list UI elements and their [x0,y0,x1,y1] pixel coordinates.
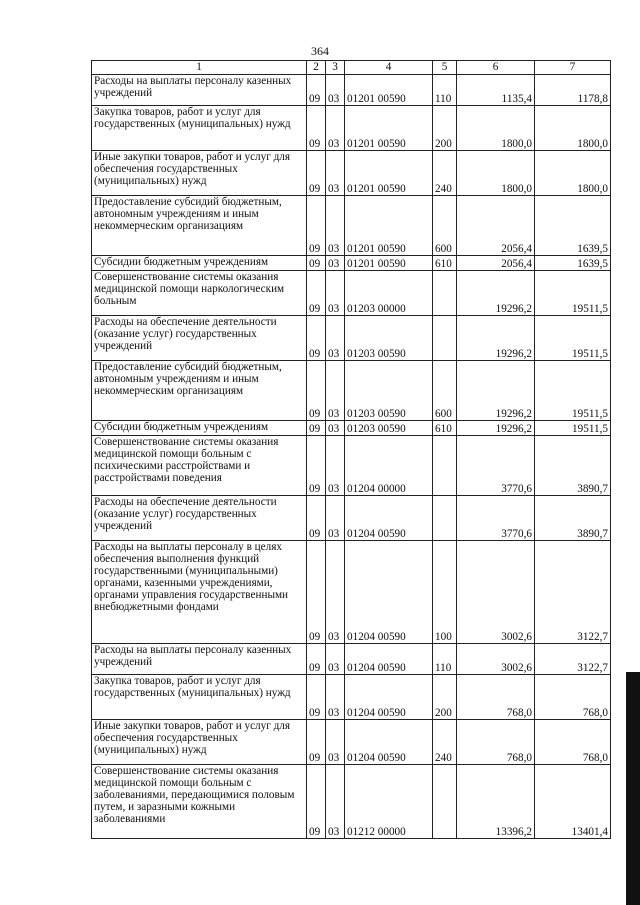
cell-c3: 03 [326,151,345,196]
cell-c4: 01204 00590 [345,541,433,644]
col-header: 3 [326,61,345,75]
cell-c4: 01204 00590 [345,644,433,675]
cell-name: Расходы на выплаты персоналу казенных учреждений [92,75,307,106]
cell-c3: 03 [326,675,345,720]
cell-c4: 01204 00590 [345,675,433,720]
cell-c3: 03 [326,106,345,151]
col-header: 6 [457,61,535,75]
table-row [92,75,611,106]
cell-c5 [433,765,457,839]
cell-c2: 09 [307,675,326,720]
cell-c6: 2056,4 [457,256,535,271]
cell-c2: 09 [307,765,326,839]
cell-c6: 19296,2 [457,271,535,316]
table-row [92,361,611,421]
cell-c2: 09 [307,196,326,256]
header-row [92,61,611,75]
cell-c7: 768,0 [535,720,611,765]
cell-c6: 19296,2 [457,361,535,421]
cell-c3: 03 [326,361,345,421]
cell-name: Субсидии бюджетным учреждениям [92,256,307,271]
cell-c7: 768,0 [535,675,611,720]
cell-c7: 3890,7 [535,496,611,541]
cell-c4: 01204 00000 [345,436,433,496]
table-row [92,765,611,839]
cell-c6: 3002,6 [457,541,535,644]
table-row [92,720,611,765]
cell-c2: 09 [307,421,326,436]
cell-name: Расходы на выплаты персоналу казенных учреждений [92,644,307,675]
cell-c3: 03 [326,75,345,106]
cell-name: Расходы на обеспечение деятельности (оказание услуг) государственных учреждений [92,496,307,541]
col-header: 1 [92,61,307,75]
cell-c4: 01201 00590 [345,75,433,106]
cell-c4: 01212 00000 [345,765,433,839]
cell-c2: 09 [307,361,326,421]
cell-c7: 13401,4 [535,765,611,839]
cell-c6: 2056,4 [457,196,535,256]
cell-c6: 19296,2 [457,421,535,436]
cell-c4: 01204 00590 [345,720,433,765]
cell-c6: 1800,0 [457,151,535,196]
cell-c2: 09 [307,151,326,196]
cell-c7: 1639,5 [535,196,611,256]
cell-c6: 19296,2 [457,316,535,361]
cell-c3: 03 [326,496,345,541]
col-header: 2 [307,61,326,75]
cell-c3: 03 [326,316,345,361]
cell-c5: 610 [433,421,457,436]
cell-c3: 03 [326,256,345,271]
cell-c4: 01201 00590 [345,106,433,151]
cell-c5: 610 [433,256,457,271]
page-number: 364 [311,44,329,58]
cell-c7: 3122,7 [535,644,611,675]
cell-c3: 03 [326,436,345,496]
cell-c3: 03 [326,196,345,256]
cell-c5 [433,496,457,541]
cell-c2: 09 [307,720,326,765]
cell-c5 [433,271,457,316]
table-row [92,316,611,361]
cell-c7: 19511,5 [535,271,611,316]
cell-name: Расходы на выплаты персоналу в целях обеспечения выполнения функций государственными (муниципальными) органами, казенными учреждениями, органами управления государственными внебюджетными фондами [92,541,307,644]
table-row [92,644,611,675]
cell-c2: 09 [307,271,326,316]
cell-c5: 110 [433,644,457,675]
cell-c6: 3770,6 [457,436,535,496]
cell-c7: 3122,7 [535,541,611,644]
cell-name: Иные закупки товаров, работ и услуг для обеспечения государственных (муниципальных) нужд [92,151,307,196]
cell-c2: 09 [307,316,326,361]
cell-c2: 09 [307,644,326,675]
cell-c5: 600 [433,361,457,421]
table-row [92,256,611,271]
cell-c5: 240 [433,151,457,196]
cell-name: Иные закупки товаров, работ и услуг для обеспечения государственных (муниципальных) нужд [92,720,307,765]
cell-c3: 03 [326,765,345,839]
cell-c4: 01204 00590 [345,496,433,541]
table-row [92,106,611,151]
table-row [92,675,611,720]
cell-name: Закупка товаров, работ и услуг для государственных (муниципальных) нужд [92,106,307,151]
cell-c7: 3890,7 [535,436,611,496]
cell-c5: 600 [433,196,457,256]
table-row [92,436,611,496]
cell-name: Совершенствование системы оказания медицинской помощи больным с психическими расстройствами и расстройствами поведения [92,436,307,496]
scan-edge-bar [626,672,640,905]
cell-c6: 1800,0 [457,106,535,151]
cell-c3: 03 [326,644,345,675]
cell-c7: 1178,8 [535,75,611,106]
cell-name: Совершенствование системы оказания медицинской помощи больным с заболеваниями, передающимися половым путем, и заразными кожными заболеваниями [92,765,307,839]
cell-name: Расходы на обеспечение деятельности (оказание услуг) государственных учреждений [92,316,307,361]
table-row [92,151,611,196]
table-row [92,541,611,644]
cell-c2: 09 [307,256,326,271]
cell-c2: 09 [307,75,326,106]
cell-c7: 1639,5 [535,256,611,271]
cell-c6: 768,0 [457,675,535,720]
col-header: 5 [433,61,457,75]
col-header: 4 [345,61,433,75]
cell-c7: 19511,5 [535,361,611,421]
cell-c5: 200 [433,675,457,720]
table-row [92,421,611,436]
budget-table [91,60,611,839]
cell-c5 [433,316,457,361]
cell-c7: 1800,0 [535,106,611,151]
cell-c4: 01203 00590 [345,316,433,361]
cell-c2: 09 [307,541,326,644]
cell-c6: 13396,2 [457,765,535,839]
col-header: 7 [535,61,611,75]
cell-c7: 1800,0 [535,151,611,196]
cell-c4: 01203 00000 [345,271,433,316]
cell-c3: 03 [326,720,345,765]
cell-c4: 01203 00590 [345,421,433,436]
cell-c2: 09 [307,106,326,151]
cell-name: Совершенствование системы оказания медицинской помощи наркологическим больным [92,271,307,316]
cell-c2: 09 [307,436,326,496]
cell-c3: 03 [326,421,345,436]
cell-c5: 110 [433,75,457,106]
cell-c7: 19511,5 [535,421,611,436]
cell-name: Предоставление субсидий бюджетным, автономным учреждениям и иным некоммерческим организациям [92,196,307,256]
cell-c4: 01201 00590 [345,151,433,196]
cell-c6: 3002,6 [457,644,535,675]
cell-c7: 19511,5 [535,316,611,361]
table-row [92,196,611,256]
cell-c5: 200 [433,106,457,151]
cell-c4: 01203 00590 [345,361,433,421]
cell-c6: 768,0 [457,720,535,765]
cell-c4: 01201 00590 [345,196,433,256]
cell-name: Закупка товаров, работ и услуг для государственных (муниципальных) нужд [92,675,307,720]
cell-c5: 240 [433,720,457,765]
cell-c3: 03 [326,271,345,316]
cell-c5: 100 [433,541,457,644]
cell-name: Предоставление субсидий бюджетным, автономным учреждениям и иным некоммерческим организациям [92,361,307,421]
cell-c2: 09 [307,496,326,541]
cell-c4: 01201 00590 [345,256,433,271]
cell-c5 [433,436,457,496]
cell-c6: 3770,6 [457,496,535,541]
cell-c3: 03 [326,541,345,644]
cell-c6: 1135,4 [457,75,535,106]
table-row [92,496,611,541]
cell-name: Субсидии бюджетным учреждениям [92,421,307,436]
table-row [92,271,611,316]
